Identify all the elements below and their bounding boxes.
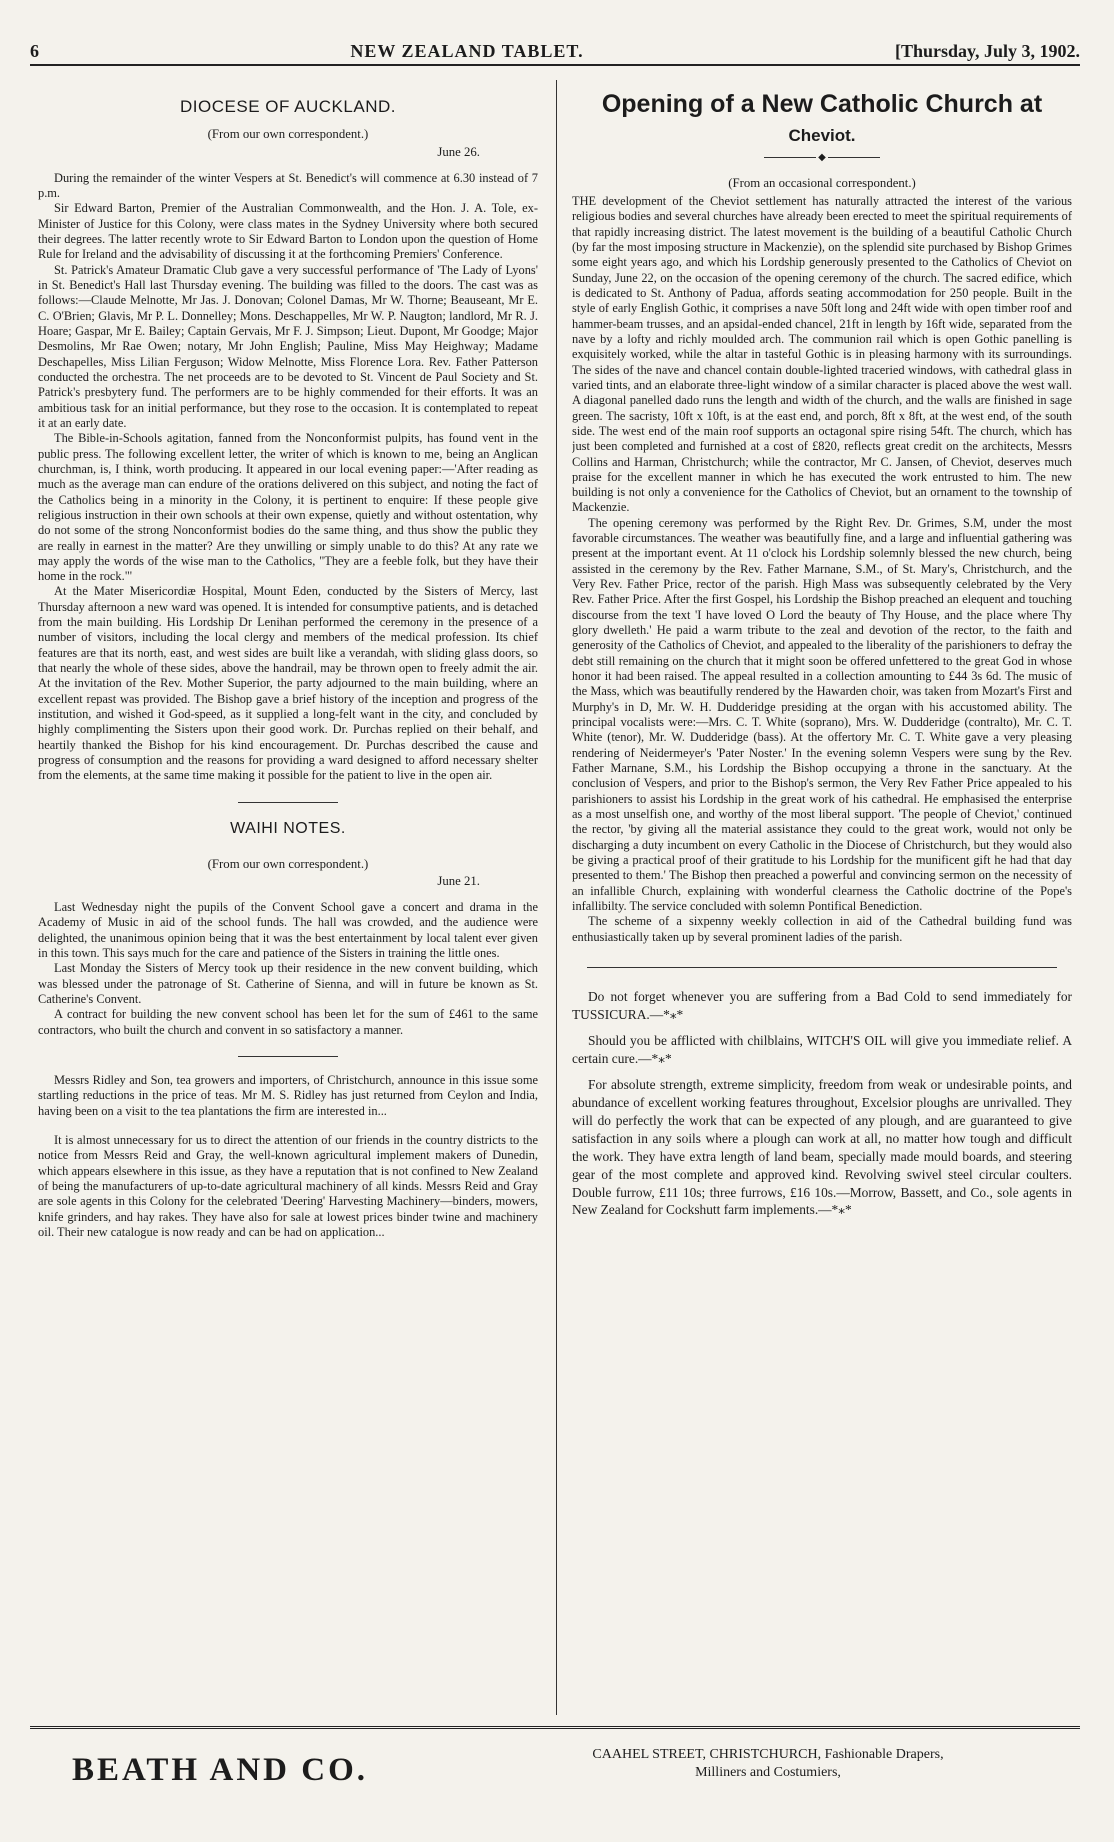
auckland-paragraph: The Bible-in-Schools agitation, fanned from the Nonconformist pulpits, has found vent in the public press. The following excellent letter, the writer of which is known to me, being an Anglican churchman, is, I think, worth producing. It appeared in our local evening paper:—'After reading as much as the average man can endure of the orations delivered on this subject, and noting the fact of the Catholics being in a minority in the Colony, it is pertinent to enquire: If these people give religious instruction in their own schools at their own expense, quietly and without ostentation, why do not some of the strong Nonconformist bodies do the same thing, and thus show the public they are really in earnest in the matter? Are they unwilling or simply unable to do this? At any rate we may apply the words of the wise man to the Catholics, "They are a feeble folk, but they have their home in the rock."' — [38, 431, 538, 584]
paper-title: NEW ZEALAND TABLET. — [350, 41, 584, 61]
auckland-paragraph: At the Mater Misericordiæ Hospital, Mount Eden, conducted by the Sisters of Mercy, last Thursday afternoon a new ward was opened. It is intended for consumptive patients, and is detached from the main building. His Lordship Dr Lenihan performed the ceremony in the presence of a number of visitors, including the local clergy and members of the medical profession. Its chief features are that its north, east, and west sides are built like a verandah, with sliding glass doors, so that nearly the whole of these sides, above the handrail, may be thrown open to freely admit the air. At the invitation of the Rev. Mother Superior, the party adjourned to the main building, where an excellent repast was provided. The Bishop gave a brief history of the inception and progress of the institution, and wished it God-speed, as it supplied a long-felt want in the city, and concluded by highly complimenting the Sisters upon their good work. Dr. Purchas replied on their behalf, and heartily thanked the Bishop for his kind encouragement. Dr. Purchas described the cause and progress of consumption and the reasons for providing a ward designed to afford necessary shelter from the elements, at the same time making it possible for the patient to live in the open air. — [38, 584, 538, 783]
auckland-date: June 26. — [437, 144, 480, 159]
waihi-paragraph: Last Wednesday night the pupils of the Convent School gave a concert and drama in the Academy of Music in aid of the school funds. The hall was crowded, and the audience were delighted, the unanimous opinion being that it was the best entertainment by local talent ever given in this town. This says much for the care and patience of the Sisters in training the little ones. — [38, 900, 538, 961]
waihi-byline: (From our own correspondent.) — [207, 856, 369, 871]
column-divider — [556, 80, 557, 1715]
notice-paragraph: It is almost unnecessary for us to direct the attention of our friends in the country districts to the notice from Messrs Reid and Gray, the well-known agricultural implement makers of Dunedin, which appears elsewhere in this issue, as they have a reputation that is not confined to New Zealand of being the manufacturers of up-to-date agricultural machinery of all kinds. Messrs Reid and Gray are sole agents in this Colony for the celebrated 'Deering' Harvesting Machinery—binders, mowers, knife grinders, and hay rakes. They have also for sale at lowest prices binder twine and machinery oil. Their new catalogue is now ready and can be had on application... — [38, 1133, 538, 1240]
auckland-paragraph: Sir Edward Barton, Premier of the Australian Commonwealth, and the Hon. J. A. Tole, ex-Minister of Justice for this Colony, were class mates in the Sydney University where both secured their degrees. The latter recently wrote to Sir Edward Barton to London upon the question of Home Rule for Ireland and the advisability of discussing it at the forthcoming Premiers' Conference. — [38, 201, 538, 262]
cheviot-paragraph: THE development of the Cheviot settlement has naturally attracted the interest of the various religious bodies and several churches have already been erected to meet the spiritual requirements of that rapidly increasing district. The latest movement is the building of a beautiful Catholic Church (by far the most imposing structure in Mackenzie), on the splendid site purchased by Bishop Grimes some eight years ago, and which his Lordship generously presented to the Catholics of Cheviot on Sunday, June 22, on the occasion of the opening ceremony of the church. The sacred edifice, which is dedicated to St. Anthony of Padua, affords seating accommodation for 250 people. Built in the style of early English Gothic, it comprises a nave 50ft long and 24ft wide with open timber roof and hammer-beam trusses, and an apsidal-ended chancel, 21ft in length by 16ft wide, separated from the nave by a lofty and richly moulded arch. The communion rail which is open Gothic panelling is exquisitely worked, while the altar in tasteful Gothic is in pleasing harmony with its surroundings. The sides of the nave and chancel contain double-lighted traceried windows, with cathedral glass in varied tints, and an elaborate three-light window of a similar character is placed above the west wall. A diagonal panelled dado runs the length and width of the church, and the walls are finished in sage green. The sacristy, 10ft x 10ft, is at the east end, and porch, 8ft x 8ft, at the west end, of the south side. The west end of the main roof supports an octagonal spire rising 54ft. The church, which has just been completed and furnished at a cost of £820, reflects great credit on the architects, Messrs Collins and Harman, Christchurch; while the contractor, Mr C. Jansen, of Cheviot, deserves much praise for the excellent manner in which he has executed the work entrusted to him. The new building is not only a convenience for the Catholics of Cheviot, but an ornament to the township of Mackenzie. — [572, 193, 1072, 515]
left-column — [38, 86, 538, 1706]
ad-paragraph: Do not forget whenever you are suffering from a Bad Cold to send immediately for TUSSICURA.—*⁎* — [572, 989, 1072, 1022]
footer-address — [468, 1746, 1068, 1781]
footer-address-line: Milliners and Costumiers, — [695, 1764, 841, 1780]
ad-paragraph: Should you be afflicted with chilblains, WITCH'S OIL will give you immediate relief. A certain cure.—*⁎* — [572, 1032, 1072, 1066]
masthead-rule — [30, 64, 1080, 66]
section-separator — [238, 1056, 338, 1057]
section-separator — [587, 967, 1057, 968]
cheviot-headline: Opening of a New Catholic Church at — [601, 90, 1043, 118]
cheviot-paragraph: The opening ceremony was performed by the Right Rev. Dr. Grimes, S.M, under the most favorable circumstances. The weather was beautifully fine, and a large and influential gathering was present at the important event. At 11 o'clock his Lordship solemnly blessed the new church, being assisted in the ceremony by the Rev. Father Marnane, S.M., of St. Mary's, Christchurch, and the Very Rev. Father Price, rector of the parish. High Mass was subsequently celebrated by the Very Rev. Father Price. After the first Gospel, his Lordship the Bishop preached an elequent and touching discourse from the text 'I have loved O Lord the beauty of Thy House, and the place where Thy glory dwelleth.' He paid a warm tribute to the zeal and devotion of the rector, to the faith and generosity of the Catholics of Cheviot, and appealed to the liberality of the parishioners to defray the debt still remaining on the church that it might soon be offered unfettered to the great God in whose honor it had been raised. The appeal resulted in a collection amounting to £44 3s 6d. The music of the Mass, which was beautifully rendered by the Hawarden choir, was taken from Mozart's First and Murphy's in D, Mr. W. H. Dudderidge presiding at the organ with his accustomed ability. The principal vocalists were:—Mrs. C. T. White (soprano), Mrs. W. Dudderidge (contralto), Mr. C. T. White (tenor), Mr. W. Dudderidge (bass). At the offertory Mr. C. T. White gave a very pleasing rendering of Neidermeyer's 'Pater Noster.' In the evening solemn Vespers were sung by the Rev. Father Marnane, S.M., his Lordship the Bishop occupying a throne in the sanctuary. At the conclusion of Vespers, and prior to the Bishop's sermon, the Very Rev Father Price appealed to his parishioners to assist his Lordship in the great work of his cathedral. He emphasised the enterprise as a most unselfish one, and worthy of the most liberal support. 'The people of Cheviot,' continued the rector, 'by giving all the material assistance they could to the great work, would not only be discharging a duty incumbent on every Catholic in the Diocese of Christchurch, but they would also be giving a practical proof of their gratitude to his Lordship for the munificent gift he had that day presented to them.' The Bishop then preached a powerful and convincing sermon on the necessity of an infallible Church, explaining with wonderful clearness the Catholic doctrine of the Pope's infallibilty. The service concluded with solemn Pontifical Benediction. — [572, 515, 1072, 914]
issue-date: [Thursday, July 3, 1902. — [894, 41, 1080, 61]
footer-address-line: CAAHEL STREET, CHRISTCHURCH, Fashionable Drapers, — [592, 1747, 944, 1762]
waihi-paragraph: Last Monday the Sisters of Mercy took up their residence in the new convent building, which was blessed under the patronage of St. Catherine of Sienna, and will in future be known as St. Catherine's Convent. — [38, 961, 538, 1007]
cheviot-paragraph: The scheme of a sixpenny weekly collection in aid of the Cathedral building fund was enthusiastically taken up by several prominent ladies of the parish. — [572, 914, 1072, 944]
auckland-paragraph: St. Patrick's Amateur Dramatic Club gave a very successful performance of 'The Lady of Lyons' in St. Benedict's Hall last Thursday evening. The building was filled to the doors. The cast was as follows:—Claude Melnotte, Mr Jas. J. Donovan; Colonel Damas, Mr W. Thorne; Beauseant, Mr E. C. O'Brien; Glavis, Mr P. L. Donnelley; Mons. Deschappelles, Mr W. P. Naugton; landlord, Mr R. J. Hoare; Gaspar, Mr E. Bailey; Captain Gervais, Mr F. J. Simpson; Lieut. Dupont, Mr Goodge; Major Desmolins, Mr Rae Owen; notary, Mr John English; Pauline, Miss May Heighway; Madame Deschapelles, Miss Lilian Ferguson; Widow Melnotte, Miss Florence Lora. Rev. Father Patterson conducted the orchestra. The net proceeds are to be devoted to St. Vincent de Paul Society and St. Patrick's presbytery fund. The performers are to be highly commended for their efforts. It was an ambitious task for an initial performance, but they rose to the occasion. It is contemplated to repeat it at an early date. — [38, 262, 538, 430]
advertisements — [572, 988, 1072, 1219]
waihi-paragraph: A contract for building the new convent school has been let for the sum of £461 to the same contractors, who built the church and convent in so satisfactory a manner. — [38, 1007, 538, 1037]
ornament-divider: ◆ — [572, 152, 1072, 164]
footer-rule — [30, 1726, 1080, 1729]
right-column — [572, 86, 1072, 1706]
auckland-byline: (From our own correspondent.) — [207, 127, 369, 141]
ad-paragraph: For absolute strength, extreme simplicity, freedom from weak or undesirable points, and abundance of excellent working features throughout, Excelsior ploughs are unrivalled. They will do perfectly the work that can be expected of any plough, and are guaranteed to give satisfaction in any soils where a plough can work at all, no matter how tough and difficult the work. They have extra length of land beam, specially made mould boards, and steering gear of the most complete and approved kind. Revolving swivel steel circular coulters. Double furrow, £11 10s; three furrows, £16 10s.—Morrow, Bassett, and Co., sole agents in New Zealand for Cockshutt farm implements.—*⁎* — [572, 1076, 1072, 1218]
waihi-date: June 21. — [437, 874, 480, 889]
notice-paragraph: Messrs Ridley and Son, tea growers and importers, of Christchurch, announce in this issue some startling reductions in the price of teas. Mr M. S. Ridley has just returned from Ceylon and India, having been on a visit to the tea plantations the firm are interested in... — [38, 1073, 538, 1118]
cheviot-byline: (From an occasional correspondent.) — [728, 176, 916, 191]
auckland-heading: DIOCESE OF AUCKLAND. — [180, 97, 396, 116]
auckland-paragraph: During the remainder of the winter Vespers at St. Benedict's will commence at 6.30 instead of 7 p.m. — [38, 170, 538, 200]
cheviot-subheadline: Cheviot. — [788, 125, 856, 145]
page-number: 6 — [30, 41, 39, 61]
masthead — [30, 36, 1080, 62]
footer-firm-name: BEATH AND CO. — [72, 1752, 369, 1788]
waihi-heading: WAIHI NOTES. — [230, 819, 346, 837]
section-separator — [238, 802, 338, 803]
